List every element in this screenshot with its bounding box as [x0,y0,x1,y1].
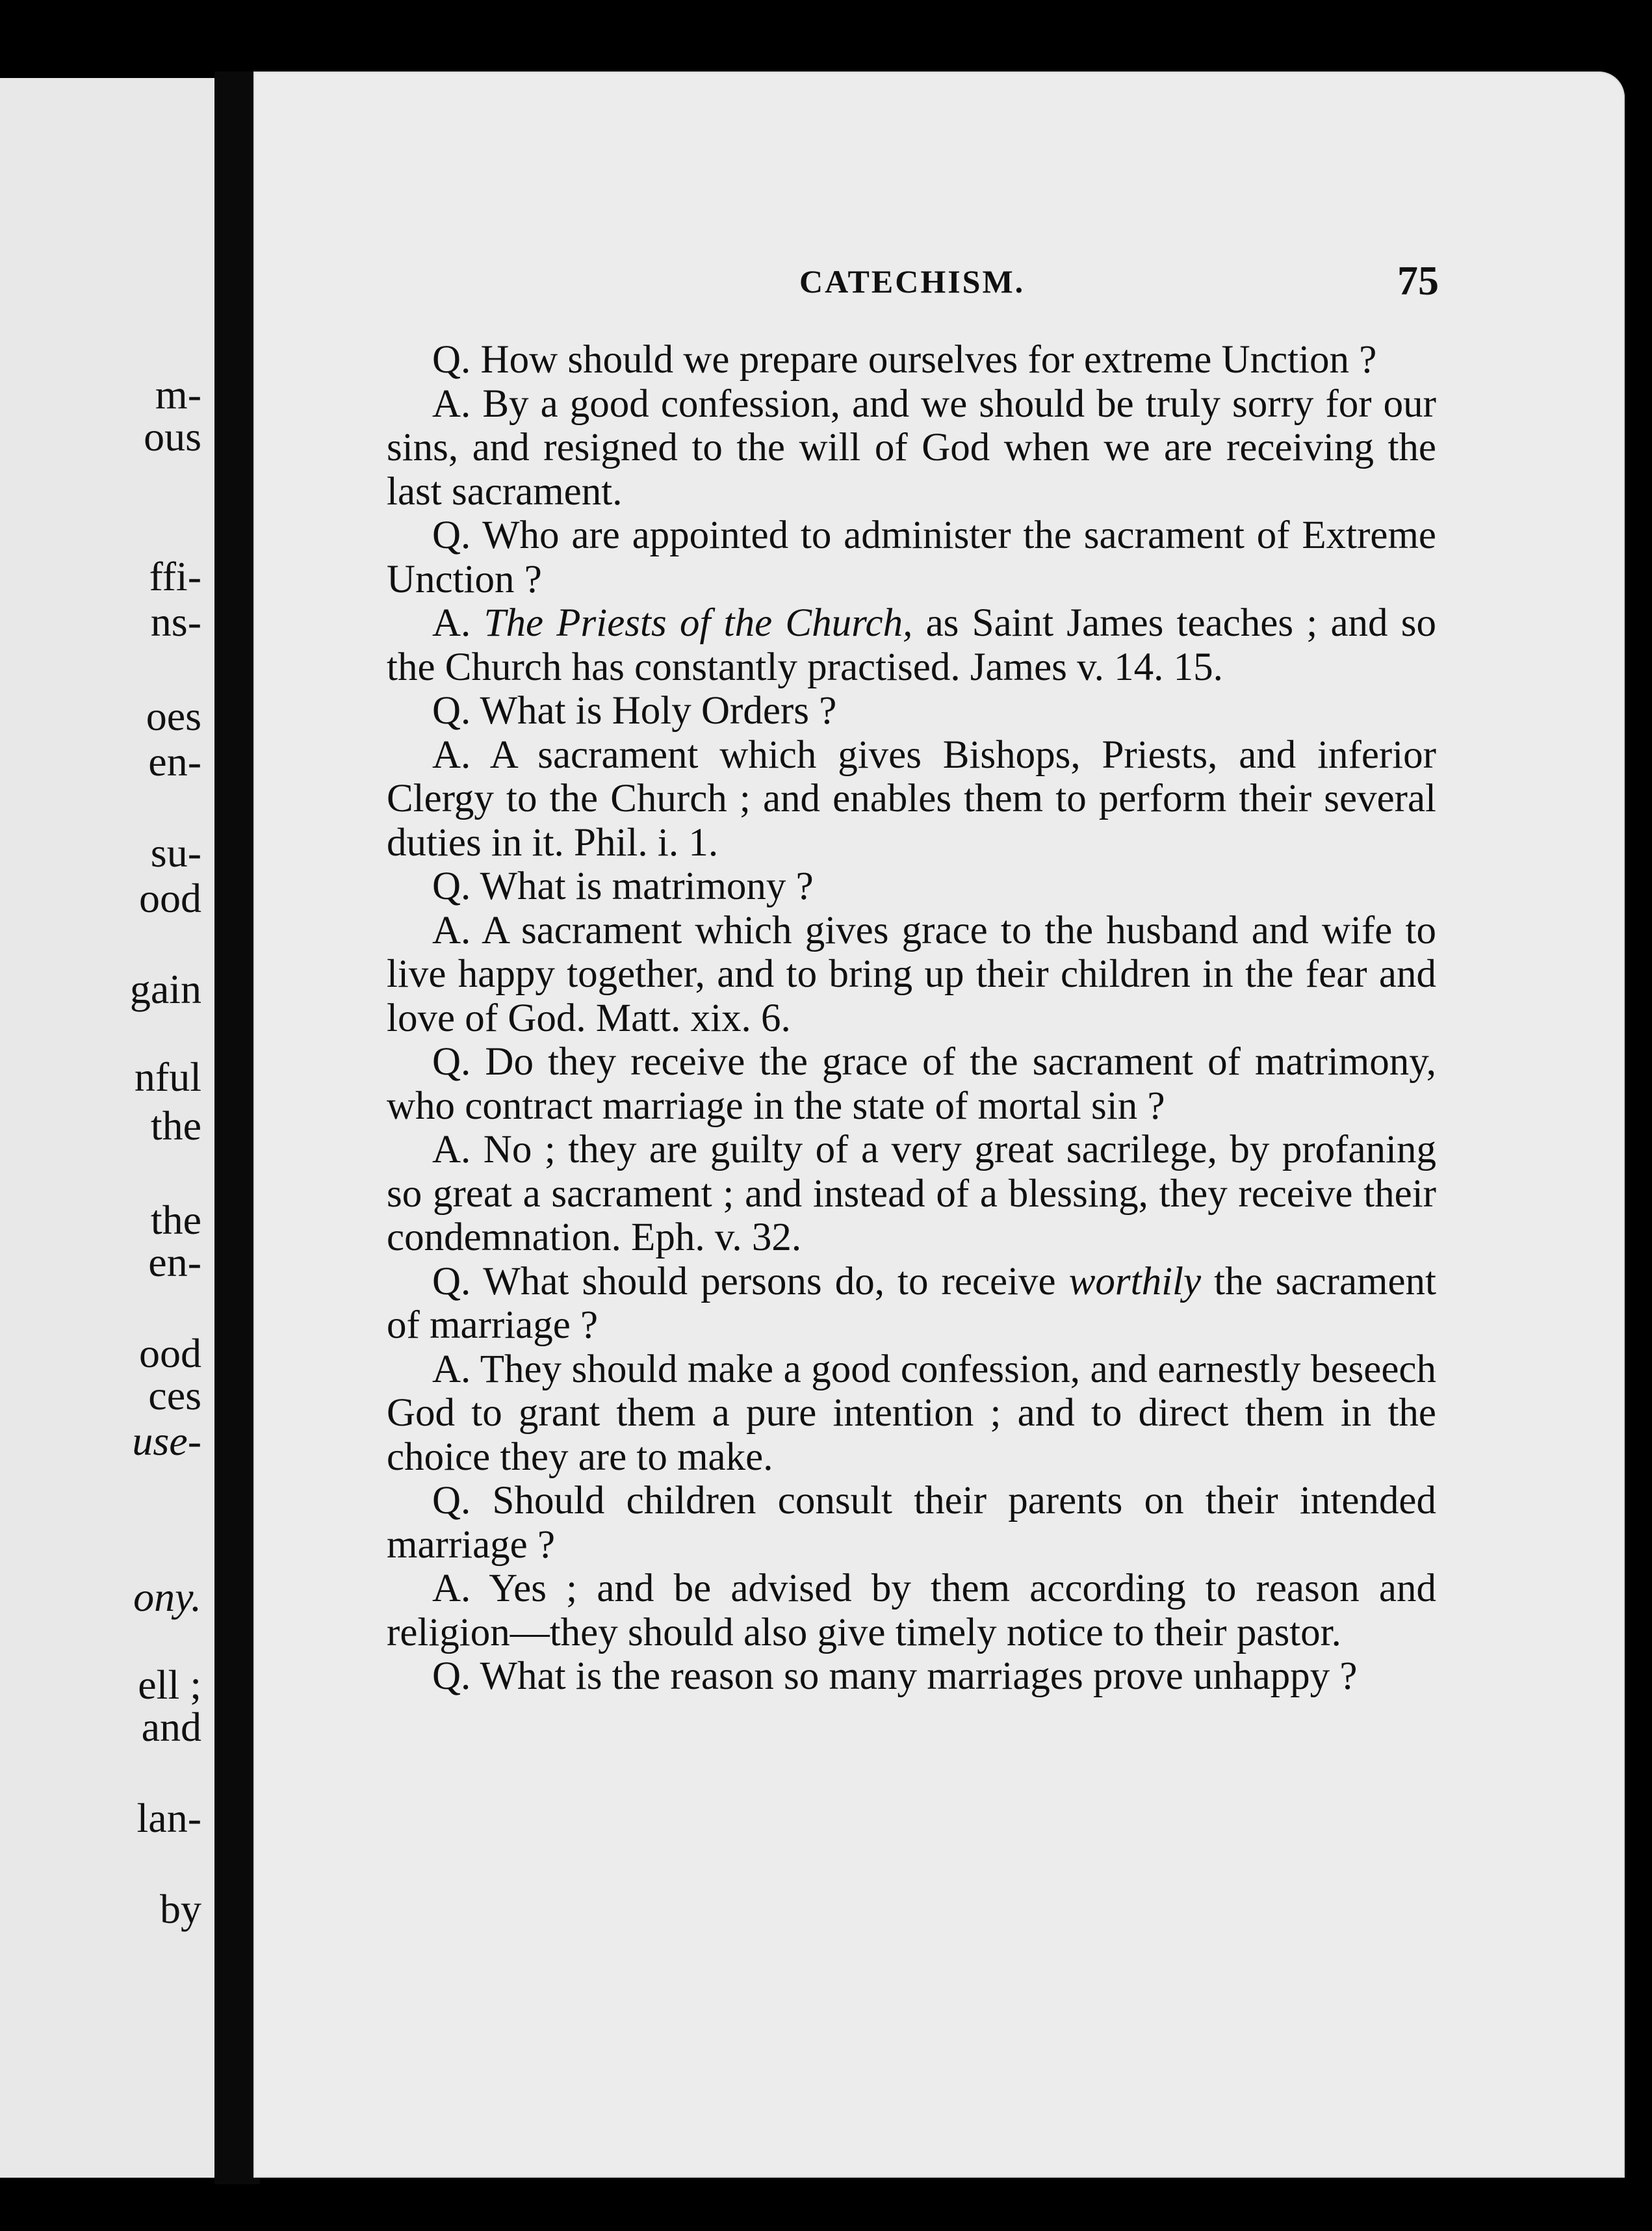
answer-paragraph: A. They should make a good confession, and earnestly beseech God to grant them a pure intention ; and to direct them in the choice they are to make. [387,1347,1436,1479]
paragraph-text: as Saint James teaches ; and so the Church has constantly practised. James v. 14. 15. [387,601,1437,689]
answer-paragraph [387,601,1436,689]
left-page-fragment: the [150,1197,201,1243]
question-paragraph [387,1260,1436,1348]
italic-phrase: The Priests of the Church, [484,601,913,645]
page-number: 75 [1397,257,1439,304]
answer-paragraph: A. Yes ; and be advised by them according to reason and religion—they should also give timely notice to their pastor. [387,1567,1436,1654]
question-paragraph: Q. Should children consult their parents on their intended marriage ? [387,1479,1436,1567]
left-page-fragment: ces [148,1372,201,1418]
left-page-fragment: ffi- [149,553,201,599]
question-paragraph: Q. How should we prepare ourselves for extreme Unction ? [432,338,1377,382]
paragraph-text: A. [432,601,484,645]
left-page-fragment: gain [129,966,201,1012]
left-page-fragment: ood [139,1330,201,1376]
question-paragraph: Q. Who are appointed to administer the sacrament of Extreme Unction ? [387,514,1436,601]
left-page-fragment: ns- [150,599,201,645]
answer-paragraph: A. A sacrament which gives grace to the husband and wife to live happy together, and to bring up their children in the fear and love of God. Matt. xix. 6. [387,908,1436,1040]
left-page-fragment: ell ; [138,1662,201,1708]
left-page-fragment: nful [134,1054,201,1100]
paragraph-text: Q. What should persons do, to receive [432,1259,1069,1303]
italic-phrase: worthily [1068,1259,1202,1303]
left-page-fragment: ony. [133,1574,201,1620]
left-page-fragment: lan- [136,1795,201,1841]
question-paragraph: Q. What is the reason so many marriages prove unhappy ? [432,1654,1358,1698]
left-page-fragment: su- [150,829,201,876]
paragraph-text: the sacrament of marriage ? [387,1259,1436,1347]
answer-paragraph: A. By a good confession, and we should be truly sorry for our sins, and resigned to the will of God when we are receiving the last sacrament. [387,382,1436,514]
left-page-fragment: use- [132,1418,201,1464]
catechism-text [387,338,1436,1699]
left-page-fragment: ood [139,875,201,921]
left-page-fragment: the [150,1102,201,1149]
answer-paragraph: A. No ; they are guilty of a very great sacrilege, by profaning so great a sacrament ; and instead of a blessing, they receive their condemnation. Eph. v. 32. [387,1128,1436,1259]
left-page-fragment: m- [155,371,201,417]
left-page-fragment: oes [146,693,201,739]
question-paragraph: Q. What is matrimony ? [432,865,814,908]
left-page-fragment: en- [148,738,201,785]
left-page-fragment: ous [144,413,201,460]
answer-paragraph: A. A sacrament which gives Bishops, Priests, and inferior Clergy to the Church ; and enables them to perform their several duties in it. Phil. i. 1. [387,733,1436,865]
left-page-fragment: en- [148,1239,201,1285]
running-header: CATECHISM. [799,263,1026,300]
left-page-fragment: and [141,1704,201,1750]
question-paragraph: Q. Do they receive the grace of the sacrament of matrimony, who contract marriage in the state of mortal sin ? [387,1040,1436,1128]
left-page-fragment: by [160,1886,201,1932]
left-page [0,78,214,2178]
question-paragraph: Q. What is Holy Orders ? [432,689,837,733]
